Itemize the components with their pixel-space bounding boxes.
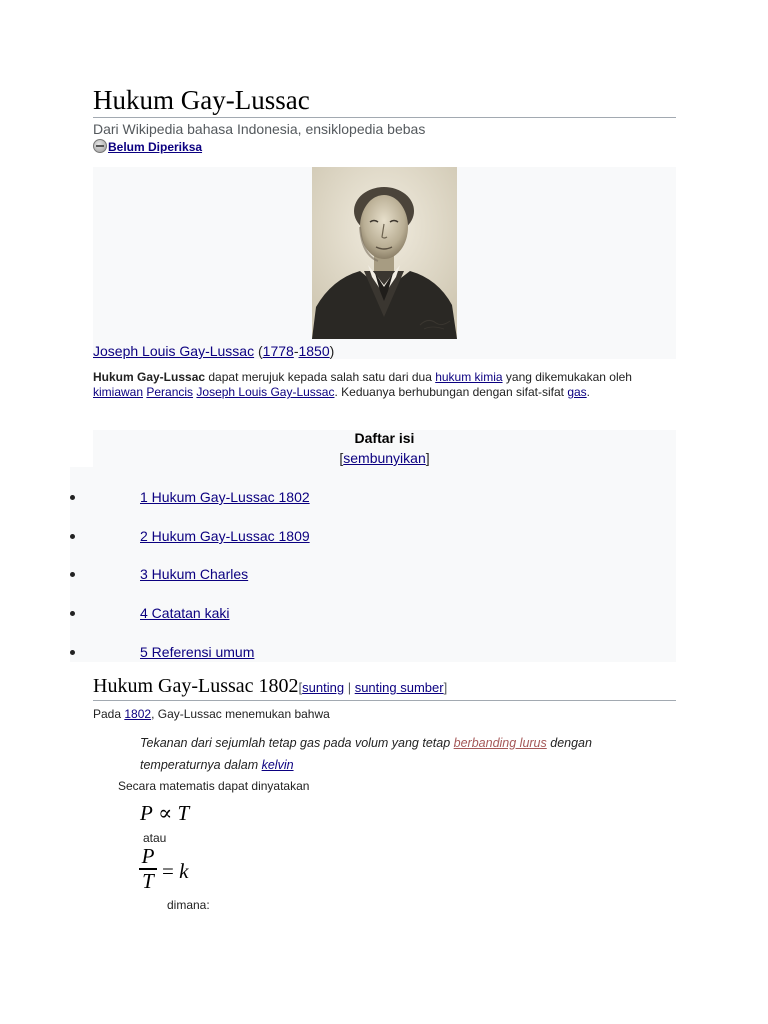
formula-p: P bbox=[140, 801, 153, 825]
portrait-image[interactable] bbox=[312, 167, 457, 339]
edit-source-link[interactable]: sunting sumber bbox=[354, 680, 444, 695]
review-status bbox=[93, 139, 202, 155]
toc-link-3[interactable]: 3 Hukum Charles bbox=[140, 566, 249, 582]
fraction-denominator: T bbox=[142, 869, 154, 893]
edit-bracket: [ bbox=[298, 680, 303, 695]
page-title: Hukum Gay-Lussac bbox=[93, 84, 676, 118]
formula-t: T bbox=[177, 801, 190, 825]
quote-text: dengan temperaturnya dalam bbox=[140, 736, 592, 772]
link-perancis[interactable]: Perancis bbox=[146, 385, 194, 399]
toc-link-2[interactable]: 2 Hukum Gay-Lussac 1809 bbox=[140, 528, 310, 544]
link-kimiawan[interactable]: kimiawan bbox=[93, 385, 144, 399]
link-year-1802[interactable]: 1802 bbox=[124, 707, 152, 721]
atau-text: atau bbox=[143, 831, 167, 845]
edit-separator: | bbox=[344, 680, 355, 695]
formula-fraction bbox=[138, 844, 158, 893]
link-kelvin[interactable]: kelvin bbox=[261, 758, 294, 772]
toc-item bbox=[70, 603, 470, 623]
formula-equals-k bbox=[162, 858, 188, 884]
bullet-icon bbox=[70, 611, 75, 616]
toc-title: Daftar isi bbox=[354, 430, 415, 446]
bullet-icon bbox=[70, 650, 75, 655]
caption-dash: - bbox=[293, 343, 299, 359]
edit-bracket: ] bbox=[443, 680, 448, 695]
intro-text: . bbox=[586, 385, 591, 399]
caption-paren-open: ( bbox=[254, 343, 263, 359]
law-statement bbox=[140, 732, 660, 776]
fraction-numerator: P bbox=[141, 844, 155, 868]
intro-text: . Keduanya berhubungan dengan sifat-sifat bbox=[334, 385, 568, 399]
toc-hide-button[interactable]: sembunyikan bbox=[343, 450, 426, 466]
toc-item bbox=[70, 642, 470, 662]
toc-link-4[interactable]: 4 Catatan kaki bbox=[140, 605, 230, 621]
toc-item bbox=[70, 564, 470, 584]
equals-sign: = bbox=[162, 859, 180, 883]
quote-text: Tekanan dari sejumlah tetap gas pada volum yang tetap bbox=[140, 736, 454, 750]
section-heading bbox=[93, 674, 676, 701]
toc-bracket: [ bbox=[339, 450, 344, 466]
toc-bracket: ] bbox=[425, 450, 430, 466]
link-gas[interactable]: gas bbox=[567, 385, 587, 399]
intro-subject: Hukum Gay-Lussac bbox=[93, 370, 206, 384]
para-text: , Gay-Lussac menemukan bahwa bbox=[151, 707, 330, 721]
review-status-link[interactable]: Belum Diperiksa bbox=[108, 140, 203, 154]
formula-proportional bbox=[140, 800, 189, 826]
caption-death-year-link[interactable]: 1850 bbox=[298, 343, 330, 359]
constant-k: k bbox=[179, 859, 189, 883]
bullet-icon bbox=[70, 572, 75, 577]
intro-text: yang dikemukakan oleh bbox=[502, 370, 632, 384]
edit-link[interactable]: sunting bbox=[302, 680, 345, 695]
toc-item bbox=[70, 526, 470, 546]
unreviewed-icon bbox=[93, 139, 107, 153]
toc-item bbox=[70, 487, 470, 507]
caption-birth-year-link[interactable]: 1778 bbox=[262, 343, 294, 359]
caption-person-link[interactable]: Joseph Louis Gay-Lussac bbox=[93, 343, 255, 359]
image-caption bbox=[93, 343, 334, 360]
section-heading-text: Hukum Gay-Lussac 1802 bbox=[93, 675, 299, 697]
dimana-text: dimana: bbox=[167, 898, 210, 912]
link-hukum-kimia[interactable]: hukum kimia bbox=[435, 370, 503, 384]
edit-section bbox=[299, 680, 448, 695]
para-text: Pada bbox=[93, 707, 125, 721]
math-intro: Secara matematis dapat dinyatakan bbox=[118, 779, 310, 793]
bullet-icon bbox=[70, 495, 75, 500]
toc-toggle bbox=[93, 450, 676, 467]
site-tagline: Dari Wikipedia bahasa Indonesia, ensiklopedia bebas bbox=[93, 121, 426, 137]
toc-link-5[interactable]: 5 Referensi umum bbox=[140, 644, 255, 660]
toc-link-1[interactable]: 1 Hukum Gay-Lussac 1802 bbox=[140, 489, 310, 505]
intro-paragraph bbox=[93, 370, 683, 400]
link-person[interactable]: Joseph Louis Gay-Lussac bbox=[196, 385, 335, 399]
section-paragraph bbox=[93, 706, 330, 722]
caption-paren-close: ) bbox=[329, 343, 335, 359]
bullet-icon bbox=[70, 534, 75, 539]
intro-text: dapat merujuk kepada salah satu dari dua bbox=[205, 370, 436, 384]
proportional-symbol: ∝ bbox=[152, 801, 178, 825]
link-berbanding-lurus[interactable]: berbanding lurus bbox=[453, 736, 547, 750]
portrait-engraving bbox=[312, 167, 457, 339]
